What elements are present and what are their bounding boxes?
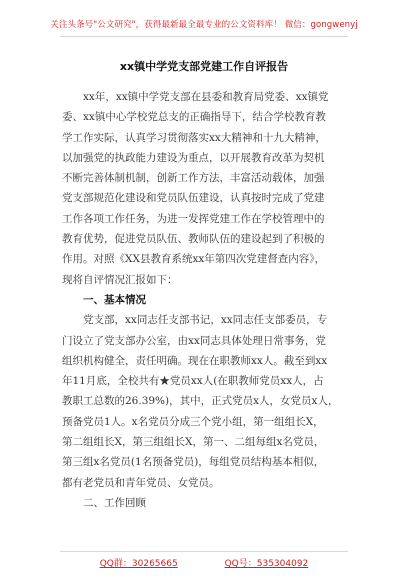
header-promo-text: 关注头条号"公文研究"，获得最新最全最专业的公文资料库！ 微信：gongwenyj: [50, 20, 358, 30]
paragraph-line: 委、xx镇中心学校党总支的正确指导下，结合学校教育教: [62, 111, 326, 124]
paragraph-line: 不断完善体制机制，创新工作方法，丰富活动载体，加强: [62, 172, 325, 185]
qq-number-link[interactable]: QQ号：535304092: [224, 559, 309, 569]
document-body: [62, 87, 349, 513]
page-header: [0, 0, 408, 40]
paragraph-line: 学工作实际，认真学习贯彻落实xx大精神和十九大精神，: [62, 131, 326, 144]
paragraph-line: 工作各项工作任务，为进一发挥党建工作在学校管理中的: [62, 212, 325, 225]
footer-divider: [60, 551, 348, 552]
paragraph-line: 年11月底，全校共有★党员xx人(在职教师党员xx人，占: [62, 375, 324, 388]
paragraph-line: 党支部规范化建设和党员队伍建设，认真按时完成了党建: [62, 192, 325, 205]
paragraph-line: 都有老党员和青年党员、女党员。: [62, 476, 220, 489]
qq-group-link[interactable]: QQ群：30265665: [99, 559, 178, 569]
paragraph-line: xx年，xx镇中学党支部在县委和教育局党委、xx镇党: [83, 91, 329, 103]
paragraph-line: 教育优势，促进党员队伍、教师队伍的建设起到了积极的: [62, 233, 325, 246]
section-heading-basic-info: 一、基本情况: [83, 293, 146, 306]
paragraph-line: 党支部，xx同志任支部书记，xx同志任支部委员，专: [83, 314, 328, 327]
document-title: xx镇中学党支部党建工作自评报告: [119, 60, 289, 73]
paragraph-line: 第二组组长X，第三组组长X，第一、二组每组x名党员，: [62, 436, 325, 449]
paragraph-line: 现将自评情况汇报如下：: [62, 273, 178, 286]
paragraph-line: 教职工总数的26.39%)，其中，正式党员x人，女党员x人，: [62, 395, 339, 408]
paragraph-line: 第三组x名党员(1名预备党员)，每组党员结构基本相似，: [62, 456, 325, 469]
header-divider: [60, 36, 348, 37]
paragraph-line: 预备党员1人。x名党员分成三个党小组，第一组组长X，: [62, 415, 324, 428]
paragraph-line: 组织机构健全，责任明确。现在在职教师xx人。截至到xx: [62, 354, 328, 367]
paragraph-line: 门设立了党支部办公室，由xx同志具体处理日常事务，党: [62, 334, 326, 347]
paragraph-line: 以加强党的执政能力建设为重点，以开展教育改革为契机: [62, 151, 325, 164]
paragraph-line: 作用。对照《XX县教育系统xx年第四次党建督查内容》，: [62, 253, 326, 266]
section-heading-work-review: 二、工作回顾: [83, 496, 146, 509]
page-footer: [0, 556, 408, 580]
